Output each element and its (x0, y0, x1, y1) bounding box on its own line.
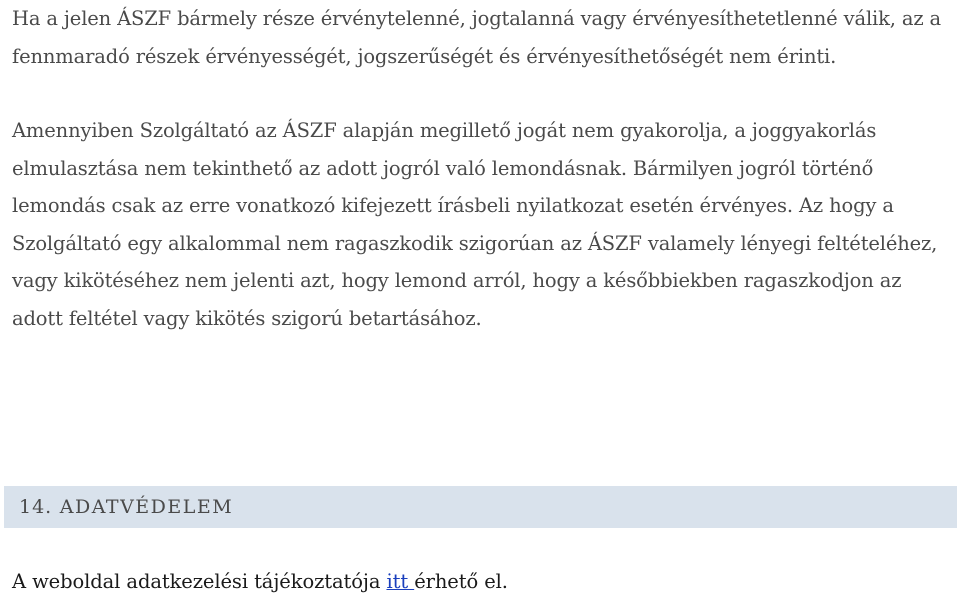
privacy-text-before: A weboldal adatkezelési tájékoztatója (12, 570, 387, 593)
paragraph-invalidity: Ha a jelen ÁSZF bármely része érvénytelenné, jogtalanná vagy érvényesíthetetlenné válik, az a fennmaradó részek érvényességét, jogszerűségét és érvényesíthetőségét nem érinti. (12, 7, 942, 68)
privacy-notice-sentence (12, 563, 508, 600)
section-heading-data-protection (4, 486, 957, 528)
section-title: ADATVÉDELEM (59, 496, 234, 518)
document-body (12, 0, 952, 337)
paragraph-waiver: Amennyiben Szolgáltató az ÁSZF alapján megillető jogát nem gyakorolja, a joggyakorlás elmulasztása nem tekinthető az adott jogról való lemondásnak. Bármilyen jogról történő lemondás csak az erre vonatkozó kifejezett írásbeli nyilatkozat esetén érvényes. Az hogy a Szolgáltató egy alkalommal nem ragaszkodik szigorúan az ÁSZF valamely lényegi feltételéhez, vagy kikötéséhez nem jelenti azt, hogy lemond arról, hogy a későbbiekben ragaszkodjon az adott feltétel vagy kikötés szigorú betartásához. (12, 119, 938, 330)
section-number: 14. (19, 496, 53, 518)
privacy-text-after: érhető el. (414, 570, 508, 593)
privacy-policy-link[interactable]: itt (386, 570, 415, 593)
